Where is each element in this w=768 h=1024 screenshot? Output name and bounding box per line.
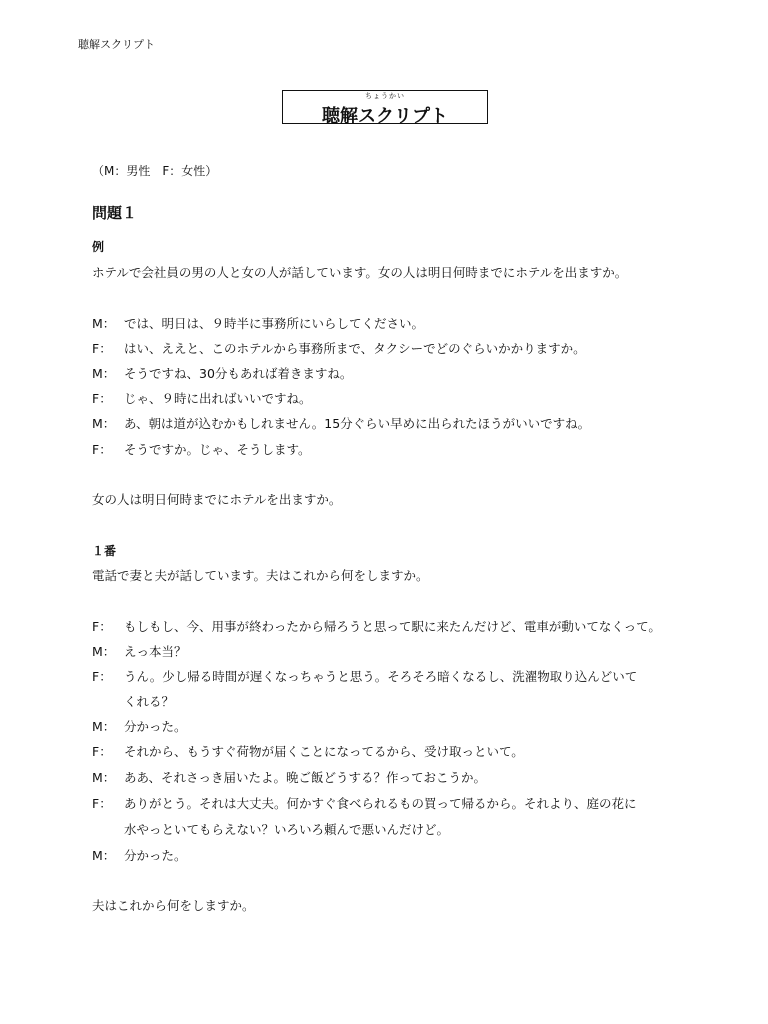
title-ruby: ちょうかい: [365, 92, 405, 100]
speaker-label: F：: [92, 442, 112, 457]
dialogue-text: あ、朝は道が込むかもしれません。15分ぐらい早めに出られたほうがいいですね。: [124, 416, 591, 431]
speaker-label: M：: [92, 770, 116, 785]
speaker-label: F：: [92, 744, 112, 759]
section-heading: 問題１: [92, 204, 138, 222]
dialogue-line: [92, 339, 586, 357]
dialogue-text: うん。少し帰る時間が遅くなっちゃうと思う。そろそろ暗くなるし、洗濯物取り込んどいて: [124, 669, 638, 684]
dialogue-text: 分かった。: [124, 848, 187, 863]
question-number-label: １番: [92, 544, 117, 558]
speaker-label: F：: [92, 391, 112, 406]
dialogue-text: じゃ、９時に出ればいいですね。: [124, 391, 312, 406]
dialogue-text: 分かった。: [124, 719, 187, 734]
dialogue-line: [92, 617, 661, 635]
dialogue-text: では、明日は、９時半に事務所にいらしてください。: [124, 316, 425, 331]
dialogue-text: 水やっといてもらえない？いろいろ頼んで悪いんだけど。: [124, 822, 450, 837]
example-closing-question: 女の人は明日何時までにホテルを出ますか。: [92, 492, 342, 507]
dialogue-line: [92, 794, 637, 812]
dialogue-text: ああ、それさっき届いたよ。晩ご飯どうする？作っておこうか。: [124, 770, 487, 785]
q1-closing-question: 夫はこれから何をしますか。: [92, 898, 255, 913]
speaker-label: M：: [92, 316, 116, 331]
example-label: 例: [92, 240, 105, 254]
dialogue-text: それから、もうすぐ荷物が届くことになってるから、受け取っといて。: [124, 744, 524, 759]
speaker-label: F：: [92, 619, 112, 634]
dialogue-continuation: [124, 692, 174, 710]
dialogue-line: [92, 314, 424, 332]
speaker-label: M：: [92, 416, 116, 431]
dialogue-text: ありがとう。それは大丈夫。何かすぐ食べられるもの買って帰るから。それより、庭の花に: [124, 796, 637, 811]
dialogue-text: くれる？: [124, 694, 175, 709]
speaker-label: F：: [92, 341, 112, 356]
dialogue-text: えっ本当？: [124, 644, 187, 659]
dialogue-text: はい、ええと、このホテルから事務所まで、タクシーでどのぐらいかかりますか。: [124, 341, 586, 356]
title-box: [282, 90, 488, 127]
speaker-label: M：: [92, 848, 116, 863]
speaker-label: F：: [92, 669, 112, 684]
dialogue-line: [92, 846, 187, 864]
dialogue-line: [92, 667, 637, 685]
dialogue-line: [92, 717, 187, 735]
speaker-legend: （M：男性 F：女性）: [92, 164, 218, 178]
dialogue-text: そうですか。じゃ、そうします。: [124, 442, 311, 457]
q1-question: 電話で妻と夫が話しています。夫はこれから何をしますか。: [92, 568, 429, 583]
dialogue-text: そうですね、30分もあれば着きますね。: [124, 366, 353, 381]
example-question: ホテルで会社員の男の人と女の人が話しています。女の人は明日何時までにホテルを出ますか。: [92, 265, 628, 280]
dialogue-line: [92, 389, 312, 407]
speaker-label: M：: [92, 719, 116, 734]
dialogue-text: もしもし、今、用事が終わったから帰ろうと思って駅に来たんだけど、電車が動いてなくって。: [124, 619, 661, 634]
dialogue-line: [92, 440, 311, 458]
dialogue-line: [92, 414, 590, 432]
dialogue-line: [92, 642, 187, 660]
page-title: 聴解スクリプト: [322, 106, 448, 127]
page-header-label: 聴解スクリプト: [78, 38, 155, 51]
speaker-label: M：: [92, 644, 116, 659]
speaker-label: F：: [92, 796, 112, 811]
dialogue-line: [92, 742, 524, 760]
dialogue-continuation: [124, 820, 449, 838]
speaker-label: M：: [92, 366, 116, 381]
dialogue-line: [92, 364, 352, 382]
dialogue-line: [92, 768, 486, 786]
